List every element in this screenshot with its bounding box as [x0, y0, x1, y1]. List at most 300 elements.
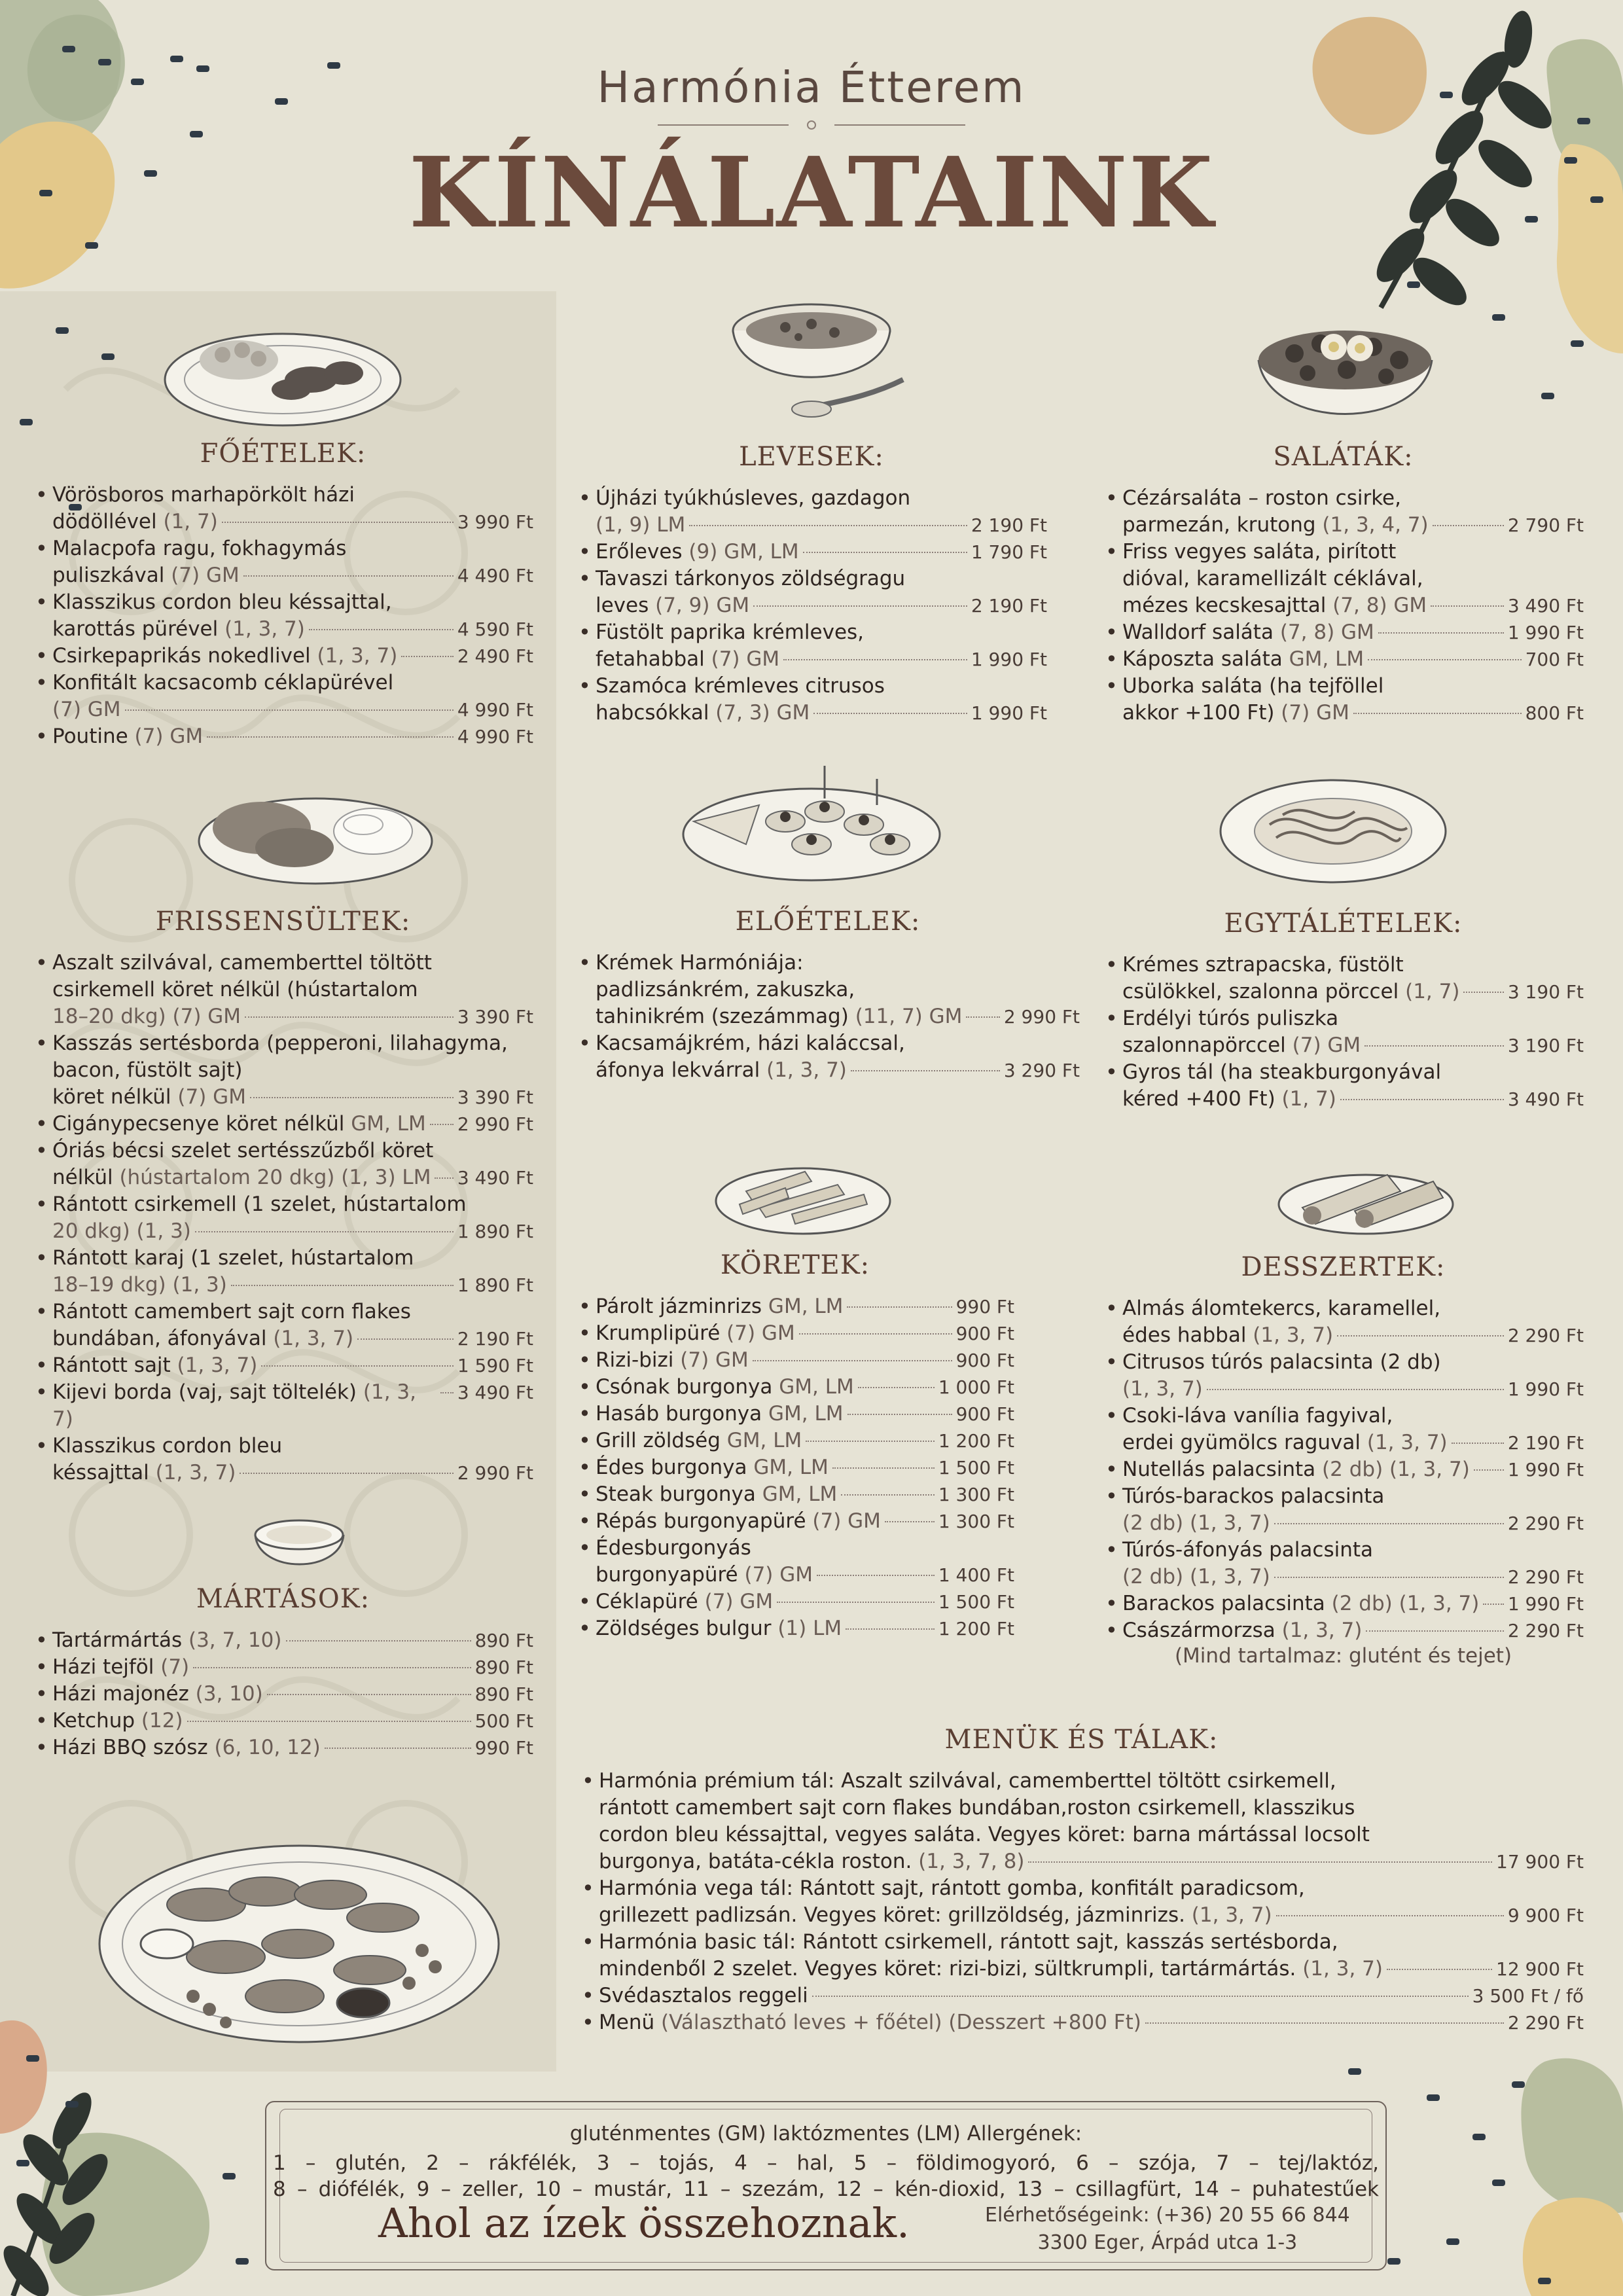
item-price: 2 490 Ft [457, 645, 533, 667]
item-price-row [52, 1654, 533, 1681]
item-price: 800 Ft [1525, 702, 1584, 724]
menuk-list [579, 1768, 1584, 2036]
item-line: • Újházi tyúkhúsleves, gazdagon [596, 486, 911, 510]
koretek-list [576, 1293, 1014, 1642]
item-price-row [599, 1848, 1584, 1875]
item-price: 1 300 Ft [938, 1484, 1014, 1505]
leader-dots [1366, 1630, 1503, 1632]
item-line: • Cézársaláta – roston csirke, [1122, 486, 1401, 510]
menu-item [33, 950, 533, 1030]
item-text [1122, 1322, 1333, 1349]
item-text [52, 696, 121, 723]
item-allergens: (1, 7) [1275, 1087, 1336, 1111]
item-text [52, 1111, 426, 1138]
item-text [596, 1003, 962, 1030]
bottom-right-blobs [1505, 2055, 1623, 2296]
item-allergens: (7) GM [806, 1509, 881, 1533]
item-text [596, 700, 810, 726]
item-text [596, 539, 799, 565]
item-text [52, 616, 305, 643]
leader-dots [1207, 1389, 1504, 1390]
decorative-dash [236, 2258, 249, 2265]
menu-item [1103, 1403, 1584, 1456]
leader-dots [1274, 1577, 1504, 1578]
decorative-dash [65, 2101, 79, 2108]
menu-item [1103, 1456, 1584, 1483]
decorative-dash [1538, 2278, 1551, 2284]
menu-item [576, 1454, 1014, 1481]
menu-item [576, 1030, 1080, 1084]
stew-illustration [1217, 772, 1450, 887]
item-price: 500 Ft [474, 1710, 533, 1732]
item-price: 17 900 Ft [1496, 1851, 1584, 1873]
item-name: Menü [599, 2011, 655, 2034]
item-text [1122, 1590, 1479, 1617]
item-price-row [52, 509, 533, 535]
item-name: Házi majonéz [52, 1682, 189, 1706]
item-text [1122, 978, 1459, 1005]
item-name: Grill zöldség [596, 1429, 721, 1452]
leader-dots [1368, 659, 1521, 660]
decorative-dash [1541, 393, 1554, 399]
item-name: Répás burgonyapüré [596, 1509, 806, 1533]
item-allergens: (1, 3, 7) [1361, 1431, 1448, 1454]
item-text [52, 1164, 431, 1191]
item-text [1122, 1429, 1448, 1456]
item-text [596, 1481, 837, 1508]
leader-dots [1276, 1915, 1504, 1916]
item-name: Poutine [52, 725, 128, 748]
menu-item [579, 1875, 1584, 1929]
item-price-row [1122, 1322, 1584, 1349]
section-martasok [33, 1584, 533, 1761]
item-allergens: (1, 3, 7) [760, 1058, 847, 1082]
section-title-desszertek: DESSZERTEK: [1241, 1252, 1446, 1282]
leader-dots [1340, 1099, 1504, 1100]
decorative-dash [1387, 2258, 1400, 2265]
leader-dots [1353, 713, 1522, 714]
martasok-list [33, 1627, 533, 1761]
section-title-salatak: SALÁTÁK: [1273, 442, 1414, 472]
item-price-row [596, 1481, 1014, 1508]
item-allergens: (7) [154, 1655, 190, 1679]
item-price-row [52, 1084, 533, 1111]
item-allergens: (Választható leves + főétel) (Desszert +800 Ft) [654, 2011, 1141, 2034]
item-line: • Harmónia prémium tál: Aszalt szilvával, camemberttel töltött csirkemell, [599, 1769, 1336, 1793]
item-allergens: GM, LM [1282, 647, 1364, 671]
item-price-row [52, 723, 533, 750]
menu-item [1103, 646, 1584, 673]
item-price: 12 900 Ft [1496, 1958, 1584, 1980]
item-allergens: (2 db) (1, 3, 7) [1325, 1592, 1480, 1615]
item-line: • Citrusos túrós palacsinta (2 db) [1122, 1350, 1441, 1374]
leader-dots [812, 1996, 1469, 1997]
item-allergens: GM, LM [747, 1456, 829, 1479]
item-price-row [52, 1379, 533, 1433]
leader-dots [261, 1365, 454, 1367]
leader-dots [207, 736, 454, 738]
item-price: 1 990 Ft [971, 649, 1047, 670]
menu-item [33, 1734, 533, 1761]
item-name: tahinikrém (szezámmag) [596, 1005, 849, 1028]
item-price-row [52, 1325, 533, 1352]
item-allergens: (1, 3, 7) [170, 1354, 258, 1377]
item-price-row [1122, 1086, 1584, 1113]
item-name: parmezán, krutong [1122, 513, 1316, 537]
item-allergens: (7) GM [704, 647, 780, 671]
item-price: 3 490 Ft [457, 1382, 533, 1403]
item-text [52, 1708, 183, 1734]
item-text [52, 562, 240, 589]
item-price: 2 190 Ft [971, 514, 1047, 536]
item-text [52, 1325, 353, 1352]
item-price: 3 390 Ft [457, 1086, 533, 1108]
item-price-row [52, 1681, 533, 1708]
item-line: • Óriás bécsi szelet sertésszűzből köret [52, 1139, 434, 1162]
item-price-row [599, 2009, 1584, 2036]
item-price: 990 Ft [474, 1737, 533, 1759]
item-text [599, 1956, 1383, 1982]
item-name: Házi tejföl [52, 1655, 154, 1679]
item-allergens: (1, 3, 7) [266, 1327, 354, 1350]
menu-item [33, 1245, 533, 1299]
item-name: Walldorf saláta [1122, 620, 1274, 644]
item-name: Káposzta saláta [1122, 647, 1283, 671]
menu-item [1103, 1537, 1584, 1590]
item-line: • Vörösboros marhapörkölt házi [52, 483, 355, 507]
item-text [1122, 512, 1429, 539]
menu-item [1103, 1483, 1584, 1537]
leader-dots [1483, 1604, 1503, 1605]
item-price: 900 Ft [955, 1323, 1014, 1344]
item-name: erdei gyümölcs raguval [1122, 1431, 1361, 1454]
item-text [1122, 700, 1349, 726]
item-price: 3 390 Ft [457, 1006, 533, 1028]
item-line: bacon, füstölt sajt) [52, 1058, 243, 1082]
menu-item [33, 723, 533, 750]
fried-dish-illustration [196, 779, 435, 887]
item-line: • Klasszikus cordon bleu [52, 1434, 283, 1458]
salatak-list [1103, 485, 1584, 726]
item-name: karottás pürével [52, 617, 219, 641]
menu-item [579, 1929, 1584, 1982]
item-text [1122, 1564, 1270, 1590]
leader-dots [846, 1628, 935, 1630]
item-price-row [596, 1454, 1014, 1481]
item-price-row [1122, 1617, 1584, 1644]
section-title-koretek: KÖRETEK: [720, 1250, 870, 1280]
item-price: 890 Ft [474, 1657, 533, 1678]
leader-dots [435, 1177, 453, 1179]
decorative-dash [101, 353, 115, 360]
item-price: 2 290 Ft [1507, 2012, 1584, 2034]
leader-dots [1145, 2022, 1504, 2024]
leader-dots [847, 1414, 952, 1415]
allergen-line-1: 1 – glutén, 2 – rákfélék, 3 – tojás, 4 – hal, 5 – földimogyoró, 6 – szója, 7 – tej/laktóz, [273, 2151, 1379, 2175]
item-price-row [52, 1352, 533, 1379]
item-text [1122, 1086, 1336, 1113]
foetelek-list [33, 482, 533, 750]
leader-dots [325, 1748, 471, 1749]
item-text [1122, 592, 1427, 619]
menu-item [579, 2009, 1584, 2036]
menu-item [579, 1768, 1584, 1875]
item-price: 900 Ft [955, 1350, 1014, 1371]
item-price: 1 200 Ft [938, 1430, 1014, 1452]
leader-dots [1463, 992, 1503, 993]
menu-item [576, 1615, 1014, 1642]
item-line: • Harmónia basic tál: Rántott csirkemell, rántott sajt, kasszás sertésborda, [599, 1930, 1338, 1954]
item-price-row [1122, 700, 1584, 726]
item-price-row [1122, 1376, 1584, 1403]
section-foetelek [33, 439, 533, 750]
item-price-row [596, 1347, 1014, 1374]
item-price-row [596, 1057, 1080, 1084]
item-text [599, 1848, 1024, 1875]
menu-item [576, 1588, 1014, 1615]
item-price: 4 990 Ft [457, 699, 533, 721]
item-allergens: 18–20 dkg) (7) GM [52, 1005, 241, 1028]
item-price: 4 490 Ft [457, 565, 533, 586]
item-line: • Krémek Harmóniája: [596, 951, 804, 975]
item-name: Barackos palacsinta [1122, 1592, 1325, 1615]
item-text [1122, 1456, 1470, 1483]
menu-item [33, 1708, 533, 1734]
item-price-row [52, 1734, 533, 1761]
menu-item [1103, 619, 1584, 646]
item-price: 890 Ft [474, 1630, 533, 1651]
item-price: 3 990 Ft [457, 511, 533, 533]
menu-item [33, 1379, 533, 1433]
item-text [52, 1218, 191, 1245]
section-salatak [1103, 442, 1584, 726]
item-line: • Friss vegyes saláta, pirított [1122, 540, 1397, 564]
item-line: • Tavaszi tárkonyos zöldségragu [596, 567, 906, 590]
contact-phone: Elérhetőségeink: (+36) 20 55 66 844 [985, 2204, 1350, 2227]
item-price: 1 990 Ft [971, 702, 1047, 724]
item-price-row [599, 1982, 1584, 2009]
allergen-title: gluténmentes (GM) laktózmentes (LM) Allergének: [569, 2122, 1082, 2145]
item-price: 1 000 Ft [938, 1376, 1014, 1398]
decorative-dash [1492, 2179, 1505, 2186]
leader-dots [806, 1441, 935, 1442]
item-text [52, 1460, 236, 1486]
item-price-row [1122, 1564, 1584, 1590]
item-name: köret nélkül [52, 1085, 171, 1109]
leader-dots [430, 1124, 454, 1125]
item-price: 2 990 Ft [457, 1462, 533, 1484]
item-line: • Túrós-áfonyás palacsinta [1122, 1538, 1374, 1562]
item-price: 1 300 Ft [938, 1511, 1014, 1532]
item-price: 4 990 Ft [457, 726, 533, 747]
item-name: burgonya, batáta-cékla roston. [599, 1850, 912, 1873]
item-line: • Malacpofa ragu, fokhagymás [52, 537, 347, 560]
item-price: 1 990 Ft [1507, 1378, 1584, 1400]
item-text [1122, 1032, 1361, 1059]
item-name: burgonyapüré [596, 1563, 738, 1587]
leader-dots [195, 1231, 454, 1232]
item-text [599, 1982, 808, 2009]
menu-item [33, 535, 533, 589]
item-text [52, 1272, 227, 1299]
item-allergens: (1, 7) [1399, 980, 1460, 1003]
menu-item [576, 1374, 1014, 1401]
item-name: szalonnapörccel [1122, 1033, 1286, 1057]
decorative-dash [170, 56, 183, 62]
menu-item [33, 670, 533, 723]
item-price-row [52, 1460, 533, 1486]
item-allergens: (hústartalom 20 dkg) (1, 3) LM [113, 1166, 431, 1189]
header-divider [658, 118, 965, 131]
item-price-row [1122, 978, 1584, 1005]
leader-dots [753, 605, 967, 607]
leader-dots [858, 1387, 935, 1388]
item-name: édes habbal [1122, 1323, 1247, 1347]
allergen-line-2: 8 – diófélék, 9 – zeller, 10 – mustár, 11 – szezám, 12 – kén-dioxid, 13 – csillagfürt, 14 – puhatestűek [273, 2178, 1379, 2201]
item-price-row [599, 1956, 1584, 1982]
item-allergens: (7) GM [720, 1321, 795, 1345]
decorative-dash [1512, 2081, 1525, 2088]
restaurant-name: Harmónia Étterem [597, 62, 1026, 113]
item-line: • Füstölt paprika krémleves, [596, 620, 865, 644]
item-name: Házi BBQ szósz [52, 1736, 208, 1759]
item-text [1122, 1617, 1362, 1644]
section-title-foetelek: FŐÉTELEK: [200, 439, 366, 469]
header [0, 62, 1623, 249]
item-price: 900 Ft [955, 1403, 1014, 1425]
item-line: rántott camembert sajt corn flakes bundában,roston csirkemell, klasszikus [599, 1796, 1355, 1820]
menu-item [33, 1654, 533, 1681]
item-allergens: (1, 3, 4, 7) [1315, 513, 1429, 537]
levesek-list [576, 485, 1047, 726]
item-price-row [596, 700, 1047, 726]
menu-item [579, 1982, 1584, 2009]
item-price: 1 590 Ft [457, 1355, 533, 1376]
menu-item [576, 1427, 1014, 1454]
item-price-row [1122, 646, 1584, 673]
decorative-dash [223, 2173, 236, 2179]
decorative-dash [20, 419, 33, 425]
leader-dots [267, 1694, 471, 1695]
decorative-dash [16, 2160, 29, 2166]
item-name: késsajttal [52, 1461, 149, 1484]
item-price: 1 790 Ft [971, 541, 1047, 563]
item-allergens: (7) GM [128, 725, 204, 748]
decorative-dash [26, 2055, 39, 2062]
item-allergens: (1, 3, 7) [310, 644, 398, 668]
item-price-row [1122, 619, 1584, 646]
decorative-dash [1446, 2238, 1459, 2245]
menu-item [33, 1111, 533, 1138]
leader-dots [245, 1016, 454, 1018]
item-price: 2 990 Ft [457, 1113, 533, 1135]
item-allergens: (1, 3, 7) [1185, 1903, 1272, 1927]
item-name: puliszkával [52, 564, 165, 587]
item-price-row [596, 1427, 1014, 1454]
item-allergens: (1, 9) LM [596, 513, 686, 537]
menu-item [1103, 1349, 1584, 1403]
item-allergens: (2 db) (1, 3, 7) [1122, 1511, 1270, 1535]
item-price: 2 290 Ft [1507, 1513, 1584, 1534]
item-name: Steak burgonya [596, 1482, 756, 1506]
item-price: 2 190 Ft [971, 595, 1047, 617]
section-levesek [576, 442, 1047, 726]
item-text [596, 1454, 829, 1481]
section-title-eloetelek: ELŐÉTELEK: [735, 906, 921, 937]
menu-item [1103, 952, 1584, 1005]
item-price: 2 190 Ft [457, 1328, 533, 1350]
leader-dots [851, 1070, 1000, 1071]
item-allergens: (7, 8) GM [1326, 594, 1427, 617]
item-allergens: (2 db) (1, 3, 7) [1122, 1565, 1270, 1588]
item-price: 1 200 Ft [938, 1618, 1014, 1640]
menu-item [576, 1481, 1014, 1508]
section-desszertek [1103, 1252, 1584, 1668]
leader-dots [1274, 1523, 1504, 1524]
menu-item [1103, 1059, 1584, 1113]
item-allergens: (7) GM [1274, 701, 1349, 725]
item-price: 700 Ft [1525, 649, 1584, 670]
item-text [52, 1379, 437, 1433]
menu-item [576, 1320, 1014, 1347]
menu-item [1103, 539, 1584, 619]
item-name: Párolt jázminrizs [596, 1295, 762, 1318]
platter-illustration [95, 1826, 504, 2052]
leader-dots [1433, 525, 1504, 526]
leader-dots [885, 1521, 935, 1522]
item-line: • Kacsamájkrém, házi kaláccsal, [596, 1031, 905, 1055]
menu-item [1103, 1590, 1584, 1617]
leader-dots [357, 1338, 454, 1340]
item-price: 1 990 Ft [1507, 1459, 1584, 1480]
menu-item [576, 1293, 1014, 1320]
section-title-levesek: LEVESEK: [739, 442, 884, 472]
item-text [1122, 1510, 1270, 1537]
leader-dots [286, 1640, 471, 1641]
item-allergens: (1, 3, 7) [1246, 1323, 1334, 1347]
menu-item [576, 485, 1047, 539]
leader-dots [966, 1016, 999, 1018]
item-allergens: (1) LM [771, 1617, 842, 1640]
item-price: 1 500 Ft [938, 1457, 1014, 1479]
item-price-row [52, 616, 533, 643]
item-allergens: (7) GM [738, 1563, 813, 1587]
section-eloetelek [576, 906, 1080, 1084]
decorative-dash [1348, 2068, 1361, 2075]
leader-dots [689, 525, 967, 526]
menu-item [33, 1352, 533, 1379]
item-allergens: GM, LM [762, 1295, 844, 1318]
item-text [1122, 646, 1364, 673]
item-allergens: GM, LM [762, 1402, 844, 1426]
item-price-row [52, 1627, 533, 1654]
menu-item [576, 673, 1047, 726]
item-line: • Almás álomtekercs, karamellel, [1122, 1297, 1441, 1320]
item-line: • Gyros tál (ha steakburgonyával [1122, 1060, 1442, 1084]
item-name: Csónak burgonya [596, 1375, 773, 1399]
item-line: csirkemell köret nélkül (hústartalom [52, 978, 418, 1001]
item-line: • Kasszás sertésborda (pepperoni, lilahagyma, [52, 1031, 508, 1055]
item-line: • Rántott karaj (1 szelet, hústartalom [52, 1246, 414, 1270]
item-line: • Rántott csirkemell (1 szelet, hústartalom [52, 1193, 467, 1216]
sauce-illustration [252, 1512, 347, 1571]
item-text [52, 1084, 246, 1111]
item-allergens: (1, 3, 7) [1296, 1957, 1383, 1981]
menu-item [1103, 485, 1584, 539]
item-name: dödöllével [52, 510, 157, 533]
item-allergens: (9) GM, LM [682, 540, 799, 564]
item-price-row [52, 1218, 533, 1245]
